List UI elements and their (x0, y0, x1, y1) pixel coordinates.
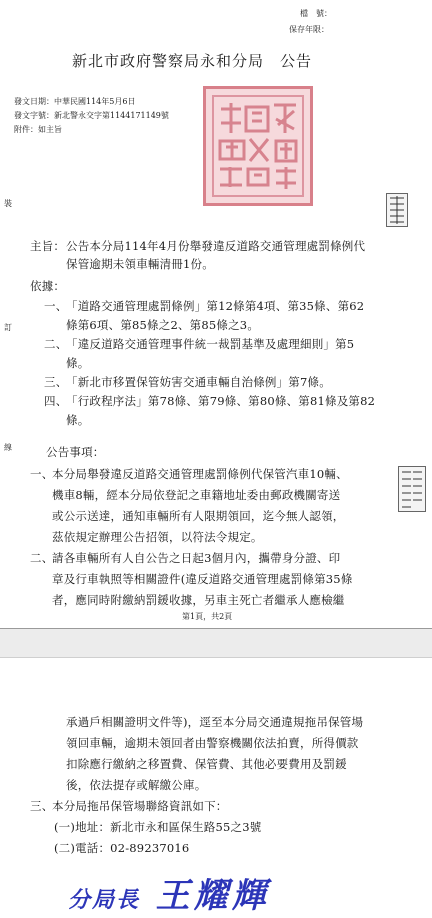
notice-item-2-line-3: 者，應同時附繳納罰鍰收據，另車主死亡者繼承人應檢繼 (52, 593, 345, 607)
basis-item-2-line-1: 「違反道路交通管理事件統一裁罰基準及處理細則」第5 (66, 337, 355, 351)
issue-date: 發文日期：中華民國114年5月6日 (14, 97, 136, 106)
notice-item-1-line-3: 或公示送達，通知車輛所有人限期領回，迄今無人認領， (52, 509, 345, 523)
basis-item-4-number: 四、 (44, 394, 68, 408)
official-seal (203, 86, 313, 206)
notice-item-1-line-1: 本分局舉發違反道路交通管理處罰條例代保管汽車10輛、 (52, 467, 348, 481)
basis-item-4-line-1: 「行政程序法」第78條、第79條、第80條、第81條及第82 (66, 394, 376, 408)
notice-item-3-number: 三、 (30, 799, 54, 813)
basis-item-3-line-1: 「新北市移置保管妨害交通車輛自治條例」第7條。 (66, 375, 331, 389)
page-number: 第1頁，共2頁 (182, 612, 233, 621)
notice-item-3-text: 本分局拖吊保管場聯絡資訊如下： (52, 799, 228, 813)
binding-mark-middle: 訂 (4, 323, 12, 332)
page-break (0, 628, 432, 658)
signature (68, 868, 270, 917)
basis-item-4-line-2: 條。 (66, 413, 90, 427)
document-title: 新北市政府警察局永和分局 公告 (72, 52, 313, 70)
notice-item-1-line-2: 機車8輛，經本分局依登記之車籍地址委由郵政機關寄送 (52, 488, 341, 502)
subject-line-1: 公告本分局114年4月份舉發違反道路交通管理處罰條例代 (66, 239, 366, 253)
notice-item-2-line-1: 請各車輛所有人自公告之日起3個月內，攜帶身分證、印 (52, 551, 341, 565)
notice-label: 公告事項： (46, 445, 105, 459)
basis-item-3-number: 三、 (44, 375, 68, 389)
address-line: (一)地址：新北市永和區保生路55之3號 (54, 820, 262, 834)
basis-label: 依據： (30, 279, 66, 293)
basis-item-1-line-2: 條第6項、第85條之2、第85條之3。 (66, 318, 260, 332)
continuation-line-4: 後，依法提存或解繳公庫。 (66, 778, 207, 792)
retention-label: 保存年限： (289, 25, 329, 34)
phone-line: (二)電話：02-89237016 (54, 841, 190, 855)
notice-item-1-number: 一、 (30, 467, 54, 481)
signature-name: 王耀輝 (155, 876, 270, 916)
signature-title: 分局長 (68, 888, 141, 913)
basis-item-1-number: 一、 (44, 299, 68, 313)
reference-number: 發文字號：新北警永交字第1144171149號 (14, 111, 169, 120)
file-number-label: 檔 號： (300, 9, 332, 18)
continuation-line-1: 承過戶相關證明文件等)，逕至本分局交通違規拖吊保管場 (66, 715, 364, 729)
basis-item-2-line-2: 條。 (66, 356, 90, 370)
subject-label: 主旨： (30, 239, 66, 253)
basis-item-1-line-1: 「道路交通管理處罰條例」第12條第4項、第35條、第62 (66, 299, 365, 313)
continuation-line-3: 扣除應行繳納之移置費、保管費、其他必要費用及罰鍰 (66, 757, 347, 771)
side-stamp-small (386, 193, 408, 227)
continuation-line-2: 領回車輛，逾期未領回者由警察機關依法拍賣，所得價款 (66, 736, 359, 750)
notice-item-2-number: 二、 (30, 551, 54, 565)
subject-line-2: 保管逾期未領車輛清冊1份。 (66, 257, 214, 271)
notice-item-2-line-2: 章及行車執照等相關證件(違反道路交通管理處罰條第35條 (52, 572, 353, 586)
binding-mark-bottom: 線 (4, 443, 12, 452)
notice-item-1-line-4: 茲依規定辦理公告招領，以符法令規定。 (52, 530, 263, 544)
basis-item-2-number: 二、 (44, 337, 68, 351)
attachment-note: 附件：如主旨 (14, 125, 62, 134)
binding-mark-top: 裝 (4, 199, 12, 208)
side-stamp-large (398, 466, 426, 512)
